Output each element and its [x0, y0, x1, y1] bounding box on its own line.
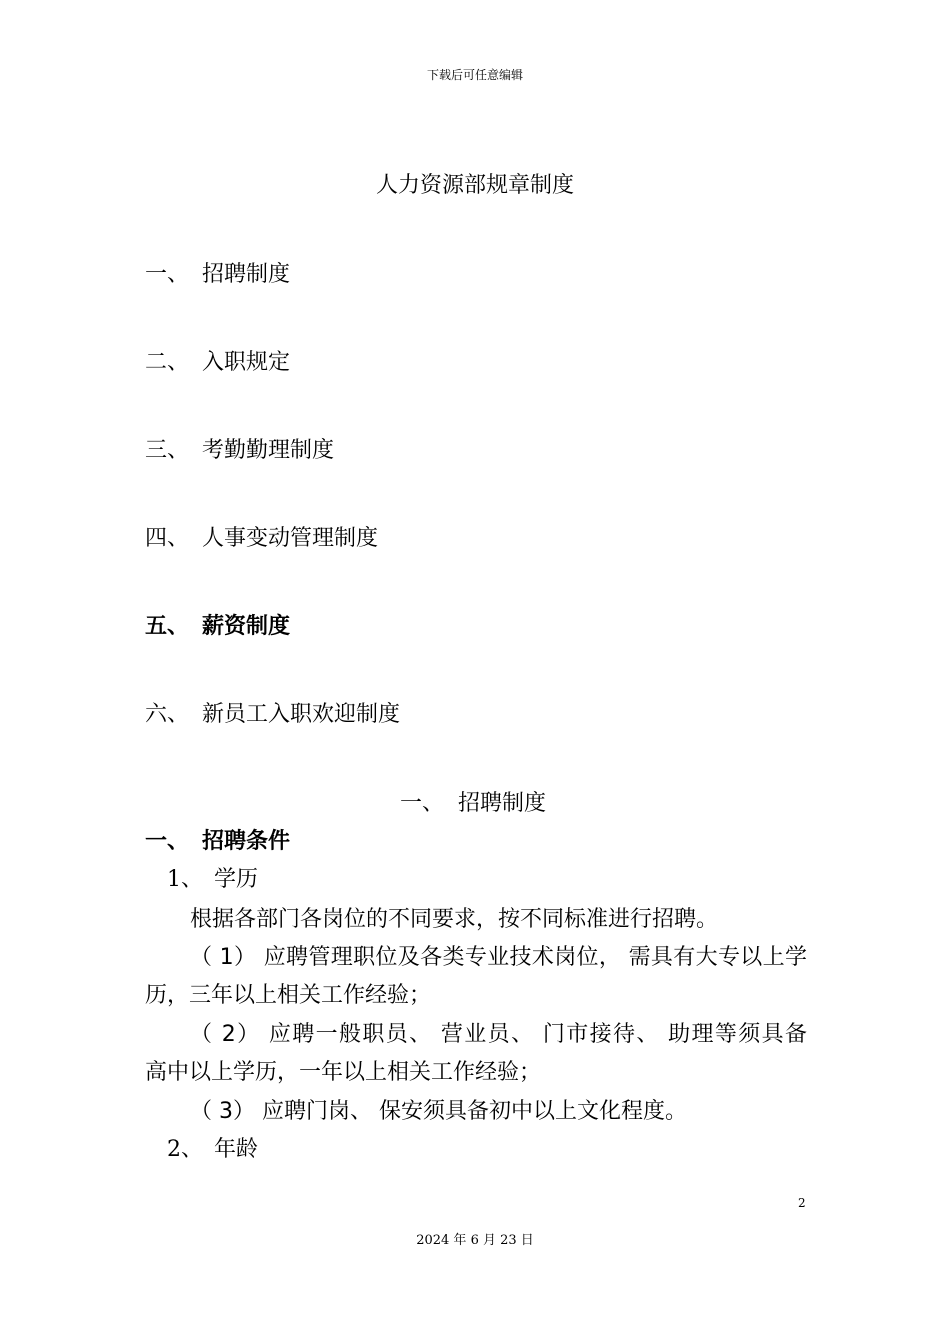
- toc-item: [145, 521, 378, 552]
- item-heading: [167, 1132, 258, 1163]
- subsection-label: 招聘条件: [202, 829, 291, 854]
- toc-item-number: 三、: [145, 438, 190, 463]
- item-number: 1、: [167, 867, 203, 892]
- footer-date: 2024 年 6 月 23 日: [416, 1233, 534, 1248]
- subsection-heading: [145, 824, 290, 855]
- toc-item-label: 新员工入职欢迎制度: [202, 702, 401, 727]
- header-note: 下载后可任意编辑: [426, 68, 523, 82]
- toc-item-number: 五、: [145, 614, 190, 639]
- item-number: 2、: [167, 1137, 203, 1162]
- toc-item-label: 薪资制度: [202, 614, 291, 639]
- item-heading: [167, 862, 258, 893]
- toc-item: [145, 697, 400, 728]
- paragraph-line: （ 2） 应聘一般职员、 营业员、 门市接待、 助理等须具备: [190, 1022, 807, 1047]
- paragraph: 根据各部门各岗位的不同要求，按不同标准进行招聘。: [190, 907, 719, 932]
- section-title: [400, 786, 546, 817]
- paragraph-line: （ 1） 应聘管理职位及各类专业技术岗位， 需具有大专以上学: [190, 945, 807, 970]
- paragraph-line: 高中以上学历，一年以上相关工作经验；: [145, 1060, 542, 1085]
- toc-item: [145, 257, 290, 288]
- paragraph-line: 历，三年以上相关工作经验；: [145, 983, 432, 1008]
- toc-item: [145, 609, 290, 640]
- toc-item-number: 四、: [145, 526, 190, 551]
- toc-item-number: 六、: [145, 702, 190, 727]
- item-label: 年龄: [214, 1137, 259, 1162]
- paragraph: （ 3） 应聘门岗、 保安须具备初中以上文化程度。: [190, 1099, 687, 1124]
- toc-item: [145, 433, 334, 464]
- toc-item-label: 人事变动管理制度: [202, 526, 379, 551]
- toc-item-label: 入职规定: [202, 350, 291, 375]
- section-number: 一、: [400, 791, 445, 816]
- section-label: 招聘制度: [458, 791, 547, 816]
- toc-item-label: 考勤勤理制度: [202, 438, 335, 463]
- toc-item-number: 一、: [145, 262, 190, 287]
- toc-item-number: 二、: [145, 350, 190, 375]
- item-label: 学历: [214, 867, 259, 892]
- toc-item: [145, 345, 290, 376]
- page-number: 2: [798, 1196, 806, 1210]
- toc-item-label: 招聘制度: [202, 262, 291, 287]
- subsection-number: 一、: [145, 829, 190, 854]
- document-title: 人力资源部规章制度: [375, 173, 574, 198]
